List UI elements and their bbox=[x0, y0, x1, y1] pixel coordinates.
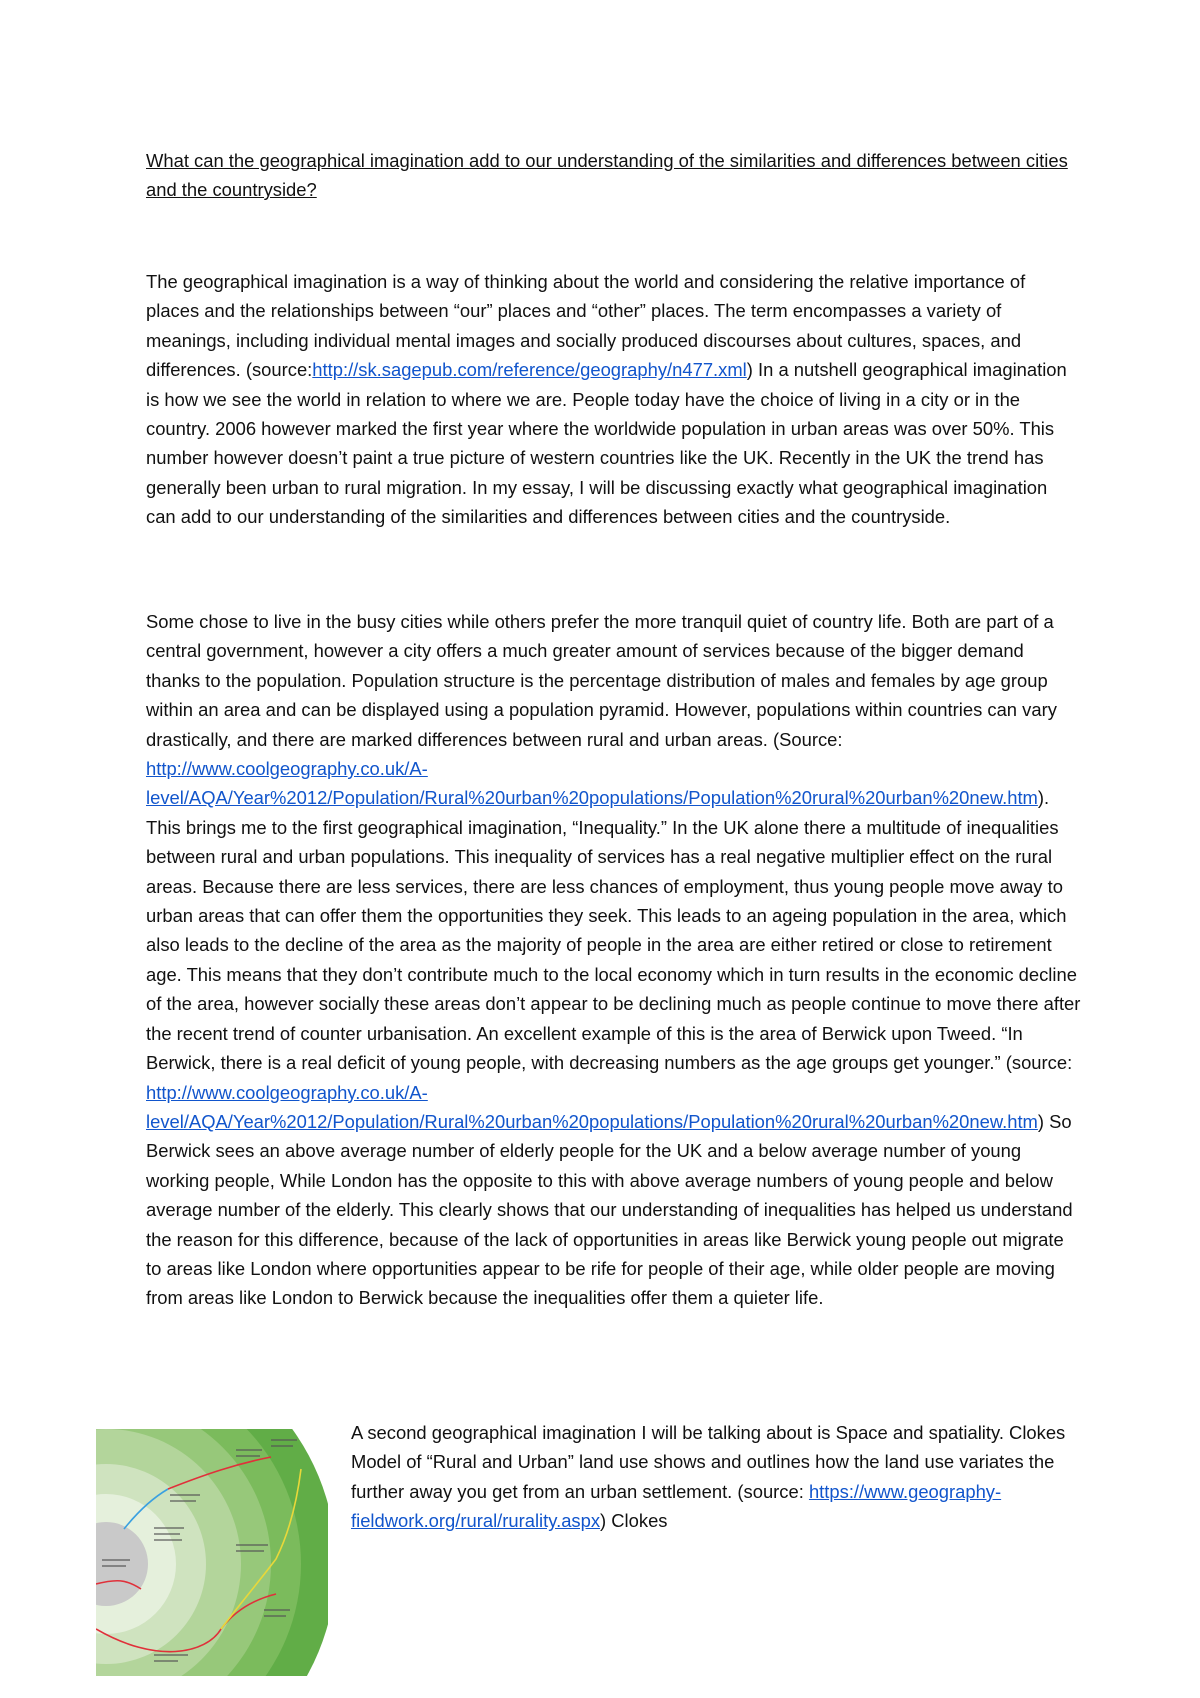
fine-label-mark bbox=[236, 1455, 260, 1457]
fine-label-mark bbox=[236, 1544, 268, 1546]
inequality-text-3: ) So Berwick sees an above average number of elderly people for the UK and a below average number of young working people, While London has the opposite to this with above average numbers of young people and below average number of the elderly. This clearly shows that our understanding of inequalities has helped us understand the reason for this difference, because of the lack of opportunities in areas like Berwick young people out migrate to areas like London where opportunities appear to be rife for people of their age, while older people are moving from areas like London to Berwick because the inequalities offer them a quieter life. bbox=[146, 1110, 1073, 1309]
fine-label-mark bbox=[154, 1660, 178, 1662]
inequality-text-1: Some chose to live in the busy cities while others prefer the more tranquil quiet of country life. Both are part of a central government, however a city offers a much greater amount of services because of the bigger demand thanks to the population. Population structure is the percentage distribution of males and females by age group within an area and can be displayed using a population pyramid. However, populations within countries can vary drastically, and there are marked differences between rural and urban areas. (Source: bbox=[146, 611, 1057, 750]
geography-fieldwork-link[interactable]: https://www.geography-fieldwork.org/rural/rurality.aspx bbox=[351, 1480, 1002, 1532]
fine-label-mark bbox=[154, 1654, 188, 1656]
fine-label-mark bbox=[170, 1494, 200, 1496]
cloke-land-use-diagram bbox=[96, 1429, 328, 1676]
space-text-1: A second geographical imagination I will be talking about is Space and spatiality. Clokes Model of “Rural and Urban” land use shows and outlines how the land use variates the further away you get from an urban settlement. (source: bbox=[351, 1422, 1066, 1502]
essay-title: What can the geographical imagination add to our understanding of the similarities and differences between cities and the countryside? bbox=[146, 150, 1068, 200]
fine-label-mark bbox=[102, 1565, 126, 1567]
intro-text-1: The geographical imagination is a way of thinking about the world and considering the relative importance of places and the relationships between “our” places and “other” places. The term encompasses a variety of meanings, including individual mental images and socially produced discourses about cultures, spaces, and differences. (source: bbox=[146, 271, 1026, 381]
paragraph-intro bbox=[146, 267, 1081, 532]
fine-label-mark bbox=[170, 1500, 196, 1502]
inequality-text-2: ). This brings me to the first geographical imagination, “Inequality.” In the UK alone there a multitude of inequalities between rural and urban populations. This inequality of services has a real negative multiplier effect on the rural areas. Because there are less services, there are less chances of employment, thus young people move away to urban areas that can offer them the opportunities they seek. This leads to an ageing population in the area, which also leads to the decline of the area as the majority of people in the area are either retired or close to retirement age. This means that they don’t contribute much to the local economy which in turn results in the economic decline of the area, however socially these areas don’t appear to be declining much as people continue to move there after the recent trend of counter urbanisation. An excellent example of this is the area of Berwick upon Tweed. “In Berwick, there is a real deficit of young people, with decreasing numbers as the age groups get younger.” (source: bbox=[146, 787, 1081, 1074]
fine-label-mark bbox=[264, 1615, 286, 1617]
fine-label-mark bbox=[271, 1445, 293, 1447]
fine-label-mark bbox=[102, 1559, 130, 1561]
fine-label-mark bbox=[236, 1449, 262, 1451]
coolgeography-link-2[interactable]: http://www.coolgeography.co.uk/A-level/AQA/Year%2012/Population/Rural%20urban%20populations/Population%20rural%20urban%20new.htm bbox=[146, 1081, 1038, 1132]
fine-label-mark bbox=[154, 1539, 182, 1541]
fine-label-mark bbox=[236, 1550, 264, 1552]
fine-label-mark bbox=[271, 1439, 297, 1441]
fine-label-mark bbox=[264, 1609, 290, 1611]
space-text-2: ) Clokes bbox=[600, 1510, 668, 1532]
sagepub-link[interactable]: http://sk.sagepub.com/reference/geography/n477.xml bbox=[312, 359, 747, 381]
paragraph-inequality bbox=[146, 607, 1081, 1313]
fine-label-mark bbox=[154, 1527, 184, 1529]
paragraph-space bbox=[351, 1418, 1071, 1536]
coolgeography-link-1[interactable]: http://www.coolgeography.co.uk/A-level/AQA/Year%2012/Population/Rural%20urban%20populations/Population%20rural%20urban%20new.htm bbox=[146, 758, 1038, 809]
intro-text-2: ) In a nutshell geographical imagination is how we see the world in relation to where we are. People today have the choice of living in a city or in the country. 2006 however marked the first year where the worldwide population in urban areas was over 50%. This number however doesn’t paint a true picture of western countries like the UK. Recently in the UK the trend has generally been urban to rural migration. In my essay, I will be discussing exactly what geographical imagination can add to our understanding of the similarities and differences between cities and the countryside. bbox=[146, 359, 1067, 528]
fine-label-mark bbox=[154, 1533, 180, 1535]
